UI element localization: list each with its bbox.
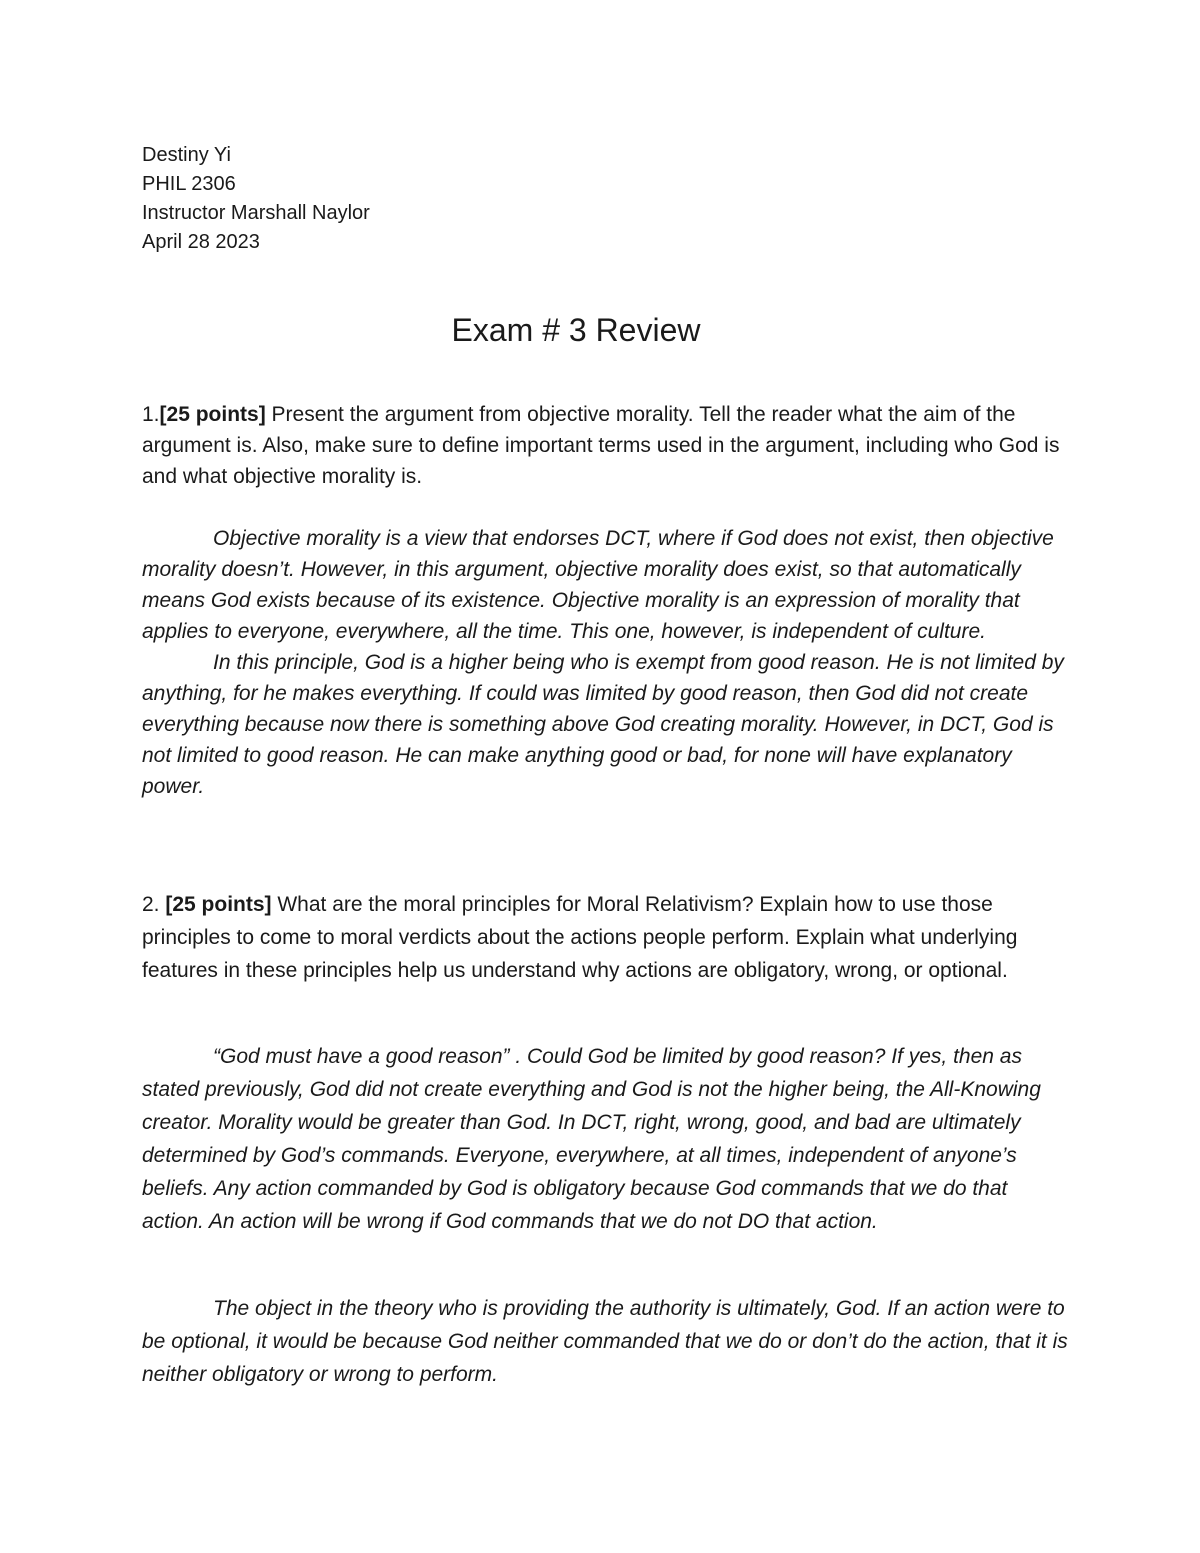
question-1-prompt: Present the argument from objective morality. Tell the reader what the aim of the argument is. Also, make sure to define important terms used in the argument, including who God is and what objective morality is. bbox=[142, 403, 1060, 488]
answer-1 bbox=[142, 523, 1072, 802]
question-1-number: 1. bbox=[142, 403, 160, 426]
answer-2-continued bbox=[142, 1292, 1072, 1391]
question-1-text bbox=[142, 399, 1072, 492]
course-code: PHIL 2306 bbox=[142, 173, 236, 195]
answer-1-paragraph-2: In this principle, God is a higher being who is exempt from good reason. He is not limited by anything, for he makes everything. If could was limited by good reason, then God did not create everything because now there is something above God creating morality. However, in DCT, God is not limited to good reason. He can make anything good or bad, for none will have explanatory power. bbox=[142, 651, 1064, 798]
question-2-text bbox=[142, 888, 1072, 987]
question-2-prompt: What are the moral principles for Moral Relativism? Explain how to use those principles to come to moral verdicts about the actions people perform. Explain what underlying features in these principles help us understand why actions are obligatory, wrong, or optional. bbox=[142, 893, 1018, 982]
answer-2-paragraph-2: The object in the theory who is providing the authority is ultimately, God. If an action were to be optional, it would be because God neither commanded that we do or don’t do the action, that it is neither obligatory or wrong to perform. bbox=[142, 1297, 1068, 1386]
question-2-number: 2. bbox=[142, 893, 166, 916]
answer-2 bbox=[142, 1040, 1072, 1238]
answer-1-paragraph-1: Objective morality is a view that endorses DCT, where if God does not exist, then objective morality doesn’t. However, in this argument, objective morality does exist, so that automatically means God exists because of its existence. Objective morality is an expression of morality that applies to everyone, everywhere, all the time. This one, however, is independent of culture. bbox=[142, 527, 1054, 643]
document-title: Exam # 3 Review bbox=[451, 312, 701, 348]
student-header bbox=[142, 141, 370, 257]
instructor-name: Instructor Marshall Naylor bbox=[142, 202, 370, 224]
question-2 bbox=[142, 888, 1072, 987]
submission-date: April 28 2023 bbox=[142, 231, 260, 253]
question-1 bbox=[142, 399, 1072, 492]
student-name: Destiny Yi bbox=[142, 144, 231, 166]
question-1-points: [25 points] bbox=[159, 403, 266, 426]
answer-2-paragraph-1: “God must have a good reason” . Could God be limited by good reason? If yes, then as stated previously, God did not create everything and God is not the higher being, the All-Knowing creator. Morality would be greater than God. In DCT, right, wrong, good, and bad are ultimately determined by God’s commands. Everyone, everywhere, at all times, independent of anyone’s beliefs. Any action commanded by God is obligatory because God commands that we do that action. An action will be wrong if God commands that we do not DO that action. bbox=[142, 1045, 1041, 1233]
question-2-points: [25 points] bbox=[165, 893, 272, 916]
